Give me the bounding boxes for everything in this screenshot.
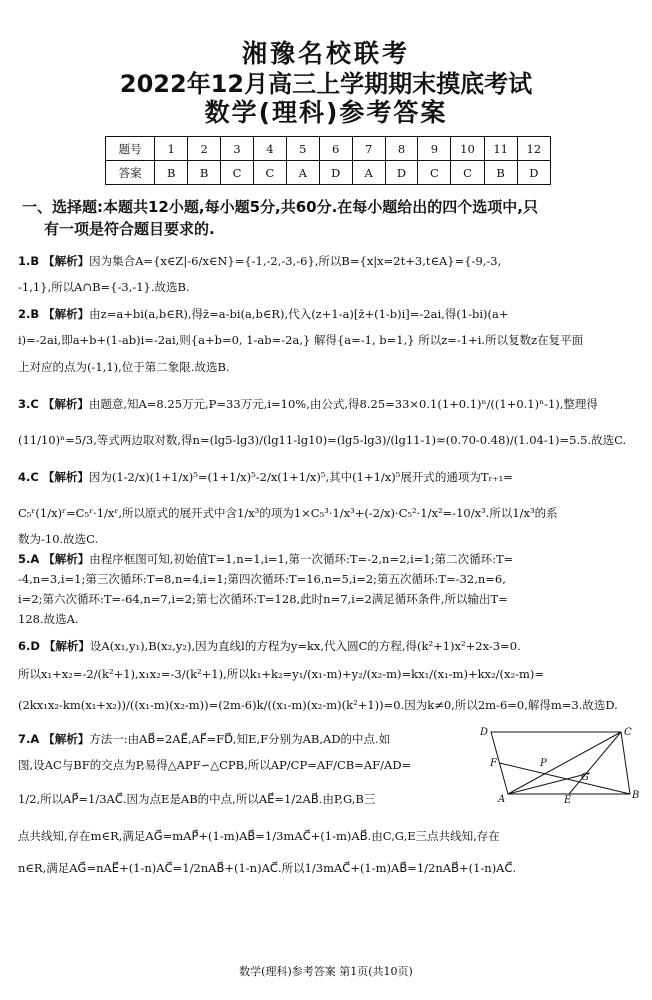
solution-line (18, 396, 598, 412)
solution-text: 128.故选A. (18, 612, 79, 626)
solution-line (18, 828, 500, 844)
solution-line (18, 571, 506, 587)
label-a: A (498, 794, 506, 804)
solution-text: 1/2,所以AP⃗=1/3AC⃗.因为点E是AB的中点,所以AE⃗=1/2AB⃗.由P,G,B三 (18, 792, 376, 806)
question-number: 12 (517, 137, 550, 161)
answer-cell: C (253, 161, 286, 185)
solution-line (18, 860, 516, 876)
solution-line (18, 332, 583, 348)
solution-line (18, 611, 79, 627)
solution-line (18, 279, 190, 295)
question-number: 1 (155, 137, 188, 161)
answer-cell: B (188, 161, 221, 185)
exam-union-title: 湘豫名校联考 (241, 39, 410, 68)
solution-line (18, 757, 411, 773)
solution-line (18, 591, 508, 607)
solution-text: 由程序框图可知,初始值T=1,n=1,i=1,第一次循环:T=-2,n=2,i=1;第二次循环:T= (89, 552, 514, 566)
answer-cell: D (517, 161, 550, 185)
label-d: D (480, 727, 489, 738)
label-b: B (632, 790, 640, 801)
answer-cell: C (221, 161, 254, 185)
solution-text: 方法一:由AB⃗=2AE⃗,AF⃗=FD⃗,知E,F分别为AB,AD的中点.如 (89, 732, 391, 746)
row-label: 答案 (106, 161, 155, 185)
label-c: C (624, 727, 632, 738)
answer-cell: B (155, 161, 188, 185)
answer-table (105, 136, 551, 185)
answer-cell: A (286, 161, 319, 185)
solution-line (18, 791, 375, 807)
solution-text: 因为(1-2/x)(1+1/x)⁵=(1+1/x)⁵-2/x(1+1/x)⁵,其中(1+1/x)⁵展开式的通项为Tᵣ₊₁= (88, 470, 513, 484)
solution-line (18, 432, 626, 448)
solution-text: 图,设AC与BF的交点为P,易得△APF∽△CPB,所以AP/CP=AF/CB=AF/AD= (18, 758, 412, 772)
solution-text: (11/10)ⁿ=5/3,等式两边取对数,得n=(lg5-lg3)/(lg11-lg10)=(lg5-lg3)/(lg11-1)≈(0.70-0.48)/(1.04-1)=5.5.故选C. (18, 433, 627, 447)
solution-text: -4,n=3,i=1;第三次循环:T=8,n=4,i=1;第四次循环:T=16,n=5,i=2;第五次循环:T=-32,n=6, (18, 572, 506, 586)
solution-line (18, 731, 390, 747)
question-number: 11 (484, 137, 517, 161)
answer-cell: C (418, 161, 451, 185)
solution-tag: 3.C 【解析】 (18, 397, 89, 411)
solution-text: 因为集合A={x∈Z|-6/x∈N}={-1,-2,-3,-6},所以B={x|x=2t+3,t∈A}={-9,-3, (89, 254, 502, 268)
question-number: 9 (418, 137, 451, 161)
answer-key-title: 数学(理科)参考答案 (204, 98, 448, 127)
solution-text: i=2;第六次循环:T=-64,n=7,i=2;第七次循环:T=128,此时n=7,i=2满足循环条件,所以输出T= (18, 592, 508, 606)
section-heading (22, 196, 638, 240)
solution-text: -1,1},所以A∩B={-3,-1}.故选B. (18, 280, 190, 294)
row-label: 题号 (106, 137, 155, 161)
solution-line (18, 505, 558, 521)
solution-line (18, 638, 521, 654)
answer-cell: D (319, 161, 352, 185)
solution-text: 点共线知,存在m∈R,满足AG⃗=mAP⃗+(1-m)AB⃗=1/3mAC⃗+(1-m)AB⃗.由C,G,E三点共线知,存在 (18, 829, 500, 843)
solution-tag: 1.B 【解析】 (18, 254, 90, 268)
parallelogram-figure (478, 724, 643, 804)
answer-cell: A (352, 161, 385, 185)
solution-line (18, 531, 98, 547)
label-f: F (490, 758, 497, 769)
segment-ce (569, 732, 621, 794)
solution-tag: 6.D 【解析】 (18, 639, 90, 653)
page-footer: 数学(理科)参考答案 第1页(共10页) (239, 965, 413, 978)
question-number: 2 (188, 137, 221, 161)
section-heading-line: 一、选择题:本题共12小题,每小题5分,共60分.在每小题给出的四个选项中,只 (22, 198, 538, 216)
section-heading-line: 有一项是符合题目要求的. (44, 220, 215, 238)
solution-line (18, 469, 513, 485)
solution-line (18, 551, 513, 567)
label-p: P (540, 758, 547, 769)
question-number: 6 (319, 137, 352, 161)
solution-text: 由z=a+bi(a,b∈R),得z̄=a-bi(a,b∈R),代入(z+1-a)[z̄+(1-b)i]=-2ai,得(1-bi)(a+ (89, 307, 509, 321)
solution-text: 所以x₁+x₂=-2/(k²+1),x₁x₂=-3/(k²+1),所以k₁+k₂=y₁/(x₁-m)+y₂/(x₂-m)=kx₁/(x₁-m)+kx₂/(x₂-m)= (18, 667, 545, 681)
solution-text: C₅ʳ(1/x)ʳ=C₅ʳ·1/xʳ,所以原式的展开式中含1/x³的项为1×C₅³·1/x³+(-2/x)·C₅²·1/x²=-10/x³.所以1/x³的系 (18, 506, 558, 520)
question-number-row (106, 137, 551, 161)
question-number: 10 (451, 137, 484, 161)
solution-line (18, 697, 618, 713)
answer-cell: B (484, 161, 517, 185)
solution-text: 上对应的点为(-1,1),位于第二象限.故选B. (18, 360, 230, 374)
solution-tag: 2.B 【解析】 (18, 307, 90, 321)
label-g: G (581, 772, 589, 783)
question-number: 3 (221, 137, 254, 161)
solution-line (18, 359, 230, 375)
solution-text: i)=-2ai,即a+b+(1-ab)i=-2ai,则{a+b=0, 1-ab=-2a,} 解得{a=-1, b=1,} 所以z=-1+i.所以复数z在复平面 (18, 333, 584, 347)
segment-bf (500, 763, 631, 794)
solution-tag: 5.A 【解析】 (18, 552, 90, 566)
solution-line (18, 306, 509, 322)
answer-cell: D (385, 161, 418, 185)
question-number: 8 (385, 137, 418, 161)
answer-row (106, 161, 551, 185)
question-number: 7 (352, 137, 385, 161)
solution-text: 由题意,知A=8.25万元,P=33万元,i=10%,由公式,得8.25=33×0.1(1+0.1)ⁿ/((1+0.1)ⁿ-1),整理得 (88, 397, 598, 411)
question-number: 5 (286, 137, 319, 161)
parallelogram-outline (491, 732, 630, 794)
solution-text: (2kx₁x₂-km(x₁+x₂))/((x₁-m)(x₂-m))=(2m-6)k/((x₁-m)(x₂-m)(k²+1))=0.因为k≠0,所以2m-6=0,解得m=3.故选D. (18, 698, 618, 712)
answer-cell: C (451, 161, 484, 185)
exam-title: 2022年12月高三上学期期末摸底考试 (119, 70, 533, 98)
solution-text: 设A(x₁,y₁),B(x₂,y₂),因为直线l的方程为y=kx,代入圆C的方程,得(k²+1)x²+2x-3=0. (89, 639, 521, 653)
solution-line (18, 253, 501, 269)
solution-text: 数为-10.故选C. (18, 532, 99, 546)
question-number: 4 (253, 137, 286, 161)
diagonal-ac (508, 732, 621, 794)
solution-tag: 4.C 【解析】 (18, 470, 89, 484)
label-e: E (564, 795, 572, 804)
solution-tag: 7.A 【解析】 (18, 732, 90, 746)
solution-text: n∈R,满足AG⃗=nAE⃗+(1-n)AC⃗=1/2nAB⃗+(1-n)AC⃗.所以1/3mAC⃗+(1-m)AB⃗=1/2nAB⃗+(1-n)AC⃗. (18, 861, 517, 875)
solution-line (18, 666, 544, 682)
